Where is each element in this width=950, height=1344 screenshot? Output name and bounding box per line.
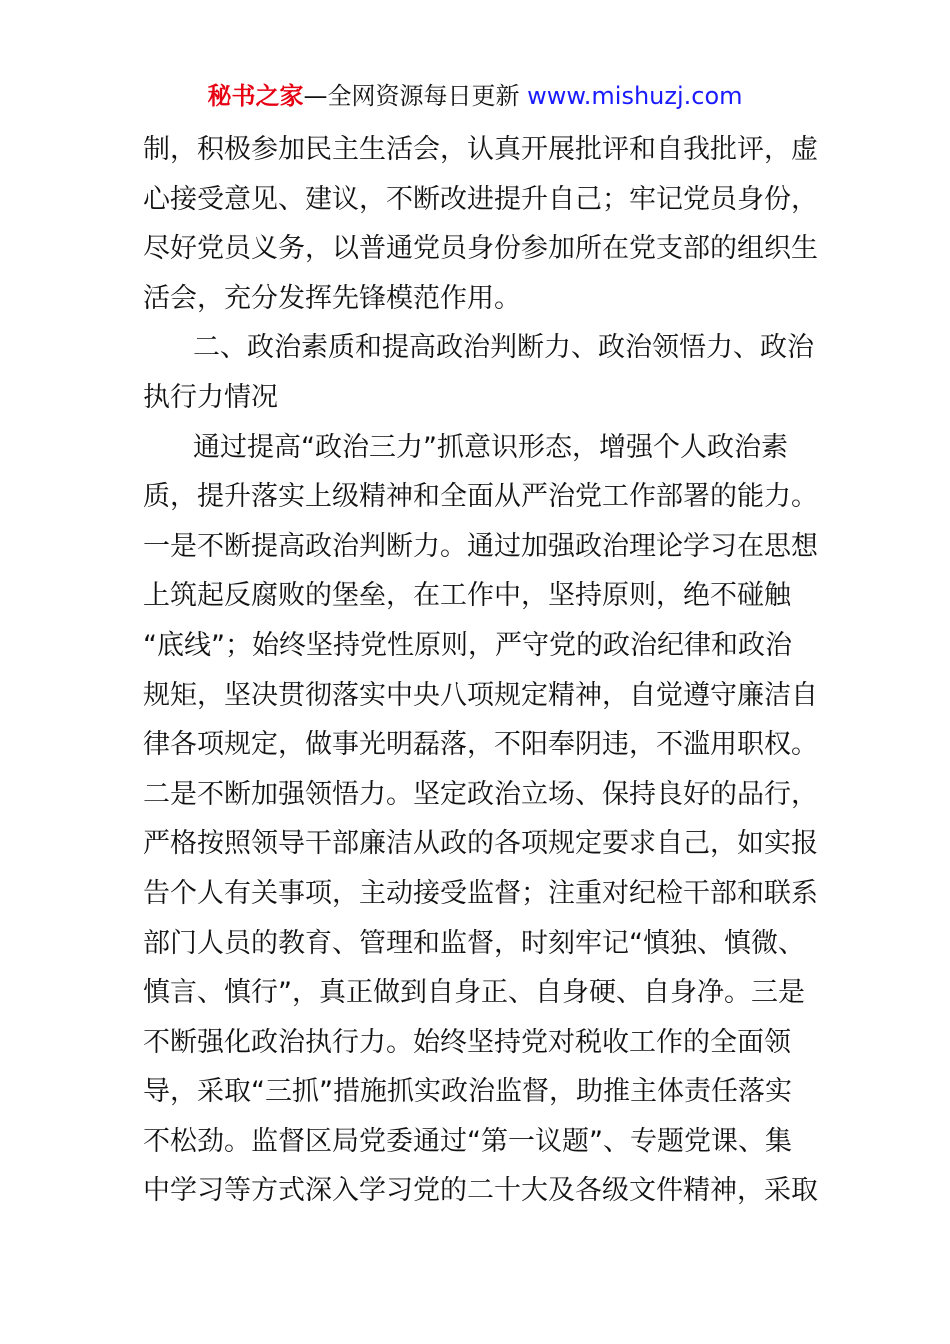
header-brand: 秘书之家 [207, 82, 304, 110]
text-line: 部门人员的教育、管理和监督，时刻牢记“慎独、慎微、 [143, 927, 805, 959]
text-line: 二是不断加强领悟力。坚定政治立场、保持良好的品行， [143, 778, 818, 810]
section-heading-line: 执行力情况 [143, 381, 278, 413]
text-line: 律各项规定，做事光明磊落，不阳奉阴违，不滥用职权。 [143, 729, 818, 761]
text-line: 规矩，坚决贯彻落实中央八项规定精神，自觉遵守廉洁自 [143, 679, 818, 711]
text-line: 上筑起反腐败的堡垒，在工作中，坚持原则，绝不碰触 [143, 580, 791, 612]
text-line: 不松劲。监督区局党委通过“第一议题”、专题党课、集 [143, 1125, 792, 1157]
text-line: 告个人有关事项，主动接受监督；注重对纪检干部和联系 [143, 877, 818, 909]
text-line: 一是不断提高政治判断力。通过加强政治理论学习在思想 [143, 530, 818, 562]
text-line: 不断强化政治执行力。始终坚持党对税收工作的全面领 [143, 1026, 791, 1058]
page-header [0, 80, 950, 112]
text-line: 制，积极参加民主生活会，认真开展批评和自我批评，虚 [143, 134, 818, 165]
text-line: 尽好党员义务，以普通党员身份参加所在党支部的组织生 [143, 233, 818, 265]
text-line: 通过提高“政治三力”抓意识形态，增强个人政治素 [193, 431, 788, 463]
header-tagline: —全网资源每日更新 [303, 82, 520, 110]
text-line: “底线”；始终坚持党性原则，严守党的政治纪律和政治 [143, 629, 792, 661]
header-site-url[interactable]: www.mishuzj.com [527, 82, 743, 110]
document-body [143, 125, 818, 1216]
text-line: 中学习等方式深入学习党的二十大及各级文件精神，采取 [143, 1175, 818, 1207]
text-line: 质，提升落实上级精神和全面从严治党工作部署的能力。 [143, 481, 818, 513]
text-line: 导，采取“三抓”措施抓实政治监督，助推主体责任落实 [143, 1076, 792, 1108]
text-line: 活会，充分发挥先锋模范作用。 [143, 282, 521, 314]
text-line: 慎言、慎行”，真正做到自身正、自身硬、自身净。三是 [143, 977, 805, 1009]
text-line: 严格按照领导干部廉洁从政的各项规定要求自己，如实报 [143, 828, 818, 860]
text-line: 心接受意见、建议，不断改进提升自己；牢记党员身份， [143, 183, 818, 215]
section-heading-line: 二、政治素质和提高政治判断力、政治领悟力、政治 [193, 332, 814, 364]
